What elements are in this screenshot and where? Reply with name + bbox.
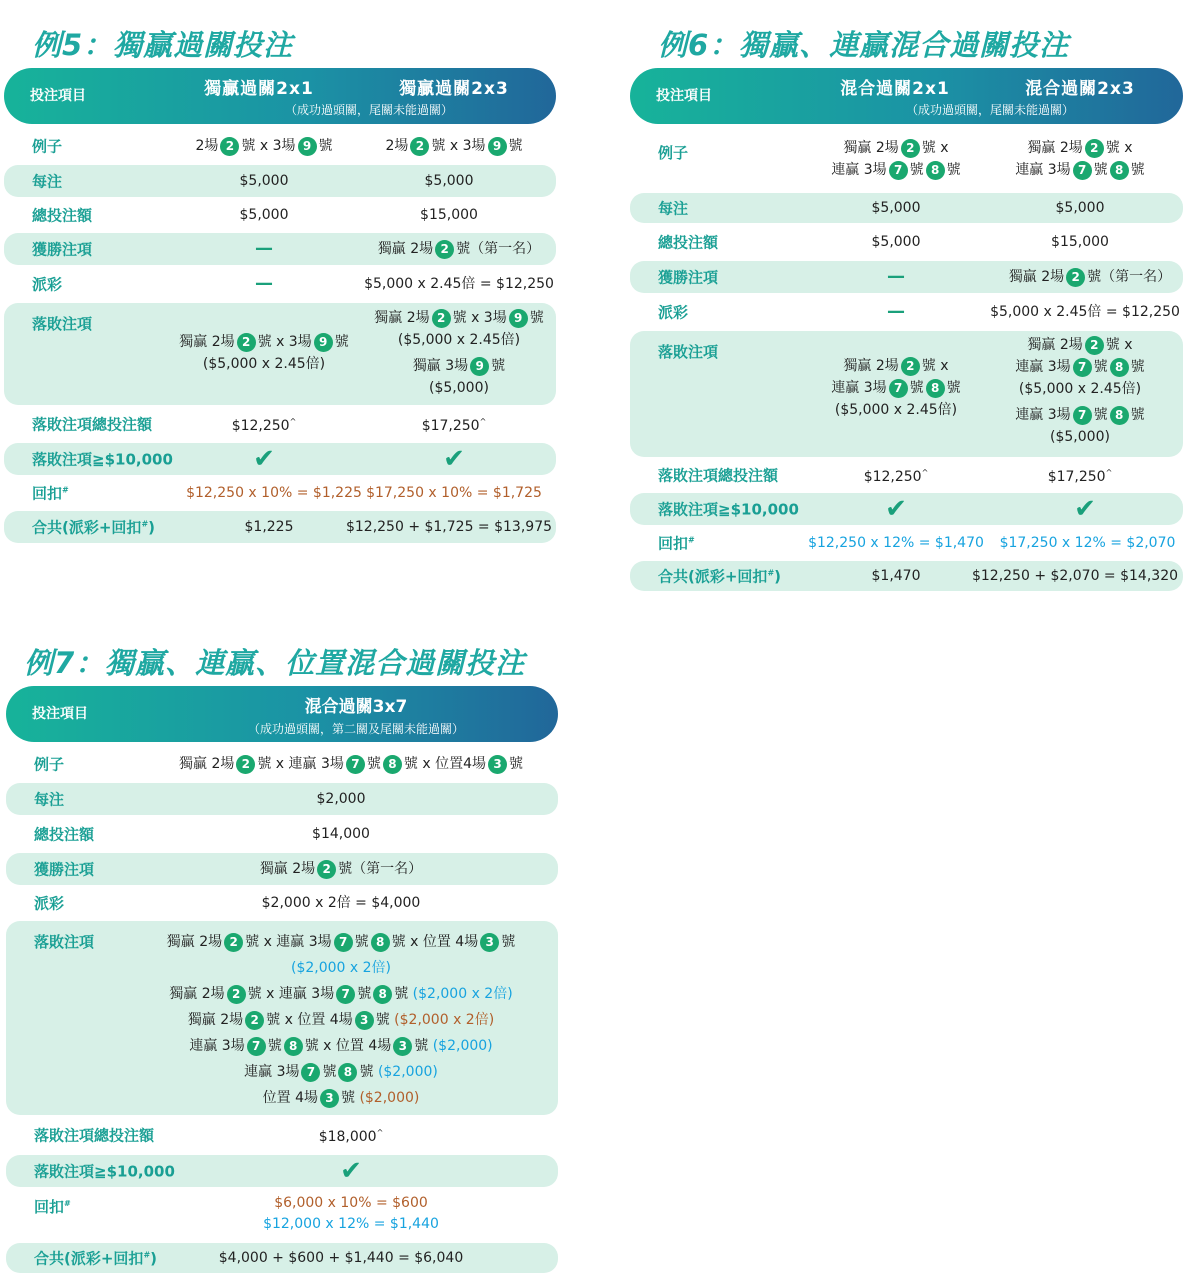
number-circle-icon: 2 bbox=[901, 357, 920, 376]
row-losing bbox=[4, 303, 556, 405]
row-label: 合共(派彩+回扣#) bbox=[32, 518, 155, 537]
example-6-title: 例6：獨贏、連贏混合過關投注 bbox=[658, 28, 1070, 62]
row-losing bbox=[630, 331, 1183, 457]
row-label: 例子 bbox=[658, 144, 689, 162]
per-bet-c1: $5,000 bbox=[239, 173, 289, 189]
header-note: （成功過頭關，尾關未能過關） bbox=[905, 103, 1074, 117]
col1-title: 獨贏過關2x1 bbox=[204, 79, 314, 99]
total-c1: $5,000 bbox=[239, 207, 289, 223]
number-circle-icon: 9 bbox=[314, 333, 333, 352]
number-circle-icon: 8 bbox=[926, 379, 945, 398]
number-circle-icon: 8 bbox=[1110, 406, 1129, 425]
number-circle-icon: 9 bbox=[488, 137, 507, 156]
number-circle-icon: 2 bbox=[236, 755, 255, 774]
row-label: 獲勝注項 bbox=[34, 860, 95, 879]
row-label: 每注 bbox=[32, 172, 63, 191]
row-label: 回扣# bbox=[32, 484, 69, 503]
col2-header bbox=[369, 74, 539, 99]
check-icon: ✔ bbox=[1074, 494, 1096, 524]
row-losing-total: 落敗注項總投注額 $12,250^ $17,250^ bbox=[658, 466, 1113, 485]
row-losing-10k bbox=[6, 1155, 558, 1187]
column-label: 投注項目 bbox=[656, 88, 712, 104]
number-circle-icon: 7 bbox=[301, 1063, 320, 1082]
number-circle-icon: 2 bbox=[245, 1011, 264, 1030]
number-circle-icon: 8 bbox=[284, 1037, 303, 1056]
row-losing-10k bbox=[4, 443, 556, 475]
row-winning bbox=[4, 233, 556, 265]
row-label: 每注 bbox=[658, 199, 689, 218]
row-example bbox=[630, 127, 1183, 193]
losing-lines: 獨贏 2場 2 號 x 連贏 3場 7 號 8 號 x 位置 4場 3 號 ($2,000 x 2倍) 獨贏 2場 2 號 x 連贏 3場 7 號 8 號 ($2,000 x 2倍) 獨贏 2場 2 號 x 位置 4場 3 號 ($2,000 x 2倍) 連贏 3場 7 號 8 號 x 位置 4場 3 號 ($2,000) 連贏 3場 7 號 8 號 ($2,000) 位置 4場 3 號 ($2,000) bbox=[166, 934, 516, 1106]
number-circle-icon: 7 bbox=[1073, 358, 1092, 377]
row-label: 落敗注項總投注額 bbox=[658, 466, 779, 485]
row-label: 落敗注項總投注額 bbox=[32, 415, 153, 434]
number-circle-icon: 2 bbox=[1066, 268, 1085, 287]
total-c2: $15,000 bbox=[420, 207, 478, 223]
number-circle-icon: 3 bbox=[320, 1089, 339, 1108]
column-label: 投注項目 bbox=[30, 88, 86, 104]
row-winning: 獲勝注項 — 獨贏 2場 2 號（第一名） bbox=[630, 261, 1183, 293]
number-circle-icon: 7 bbox=[889, 379, 908, 398]
row-label: 落敗注項總投注額 bbox=[34, 1126, 155, 1145]
example-5-title: 例5：獨贏過關投注 bbox=[32, 28, 294, 62]
row-label: 合共(派彩+回扣#) bbox=[34, 1249, 157, 1268]
number-circle-icon: 3 bbox=[488, 755, 507, 774]
example-7-header bbox=[6, 686, 558, 742]
row-label: 落敗注項≧$10,000 bbox=[658, 500, 799, 519]
row-label: 派彩 bbox=[34, 894, 65, 913]
sum-c1: $1,225 bbox=[244, 519, 294, 535]
losing-total-c1: $12,250^ bbox=[231, 417, 297, 434]
number-circle-icon: 2 bbox=[435, 240, 454, 259]
check-icon: ✔ bbox=[443, 444, 465, 474]
payout-c2: $5,000 x 2.45倍 = $12,250 bbox=[364, 276, 554, 292]
row-label: 落敗注項 bbox=[658, 343, 719, 361]
number-circle-icon: 7 bbox=[336, 985, 355, 1004]
number-circle-icon: 7 bbox=[334, 933, 353, 952]
number-circle-icon: 2 bbox=[410, 137, 429, 156]
example-7-title: 例7：獨贏、連贏、位置混合過關投注 bbox=[24, 646, 526, 680]
row-per-bet: 每注 $2,000 bbox=[6, 783, 558, 815]
row-payout bbox=[4, 265, 556, 303]
row-label: 總投注額 bbox=[658, 233, 719, 252]
row-label: 派彩 bbox=[32, 275, 63, 294]
row-total bbox=[4, 197, 556, 233]
number-circle-icon: 8 bbox=[1110, 161, 1129, 180]
number-circle-icon: 2 bbox=[901, 139, 920, 158]
number-circle-icon: 2 bbox=[220, 137, 239, 156]
example-6-header bbox=[630, 68, 1183, 124]
row-losing-total bbox=[4, 405, 556, 443]
losing-c1: 獨贏 2場 2 號 x 連贏 3場 7 號 8 號 ($5,000 x 2.45倍) bbox=[831, 358, 961, 418]
number-circle-icon: 7 bbox=[1073, 406, 1092, 425]
row-label: 派彩 bbox=[658, 303, 689, 322]
row-label: 回扣# bbox=[658, 534, 695, 553]
row-label: 合共(派彩+回扣#) bbox=[658, 567, 781, 586]
number-circle-icon: 7 bbox=[1073, 161, 1092, 180]
row-rebate bbox=[4, 475, 556, 511]
number-circle-icon: 8 bbox=[371, 933, 390, 952]
row-label: 回扣# bbox=[34, 1198, 71, 1216]
example-5-header bbox=[4, 68, 556, 124]
row-payout: 派彩 — $5,000 x 2.45倍 = $12,250 bbox=[658, 301, 1180, 322]
check-icon: ✔ bbox=[253, 444, 275, 474]
row-label: 落敗注項 bbox=[32, 315, 93, 333]
number-circle-icon: 9 bbox=[470, 357, 489, 376]
number-circle-icon: 2 bbox=[317, 860, 336, 879]
col1-header bbox=[184, 74, 334, 99]
losing-c2: 獨贏 2場 2 號 x 3場 9 號 ($5,000 x 2.45倍) 獨贏 3場 9 號 ($5,000) bbox=[374, 310, 544, 396]
row-winning: 獲勝注項 獨贏 2場 2 號（第一名） bbox=[6, 853, 558, 885]
col1-header: 混合過關2x1 bbox=[840, 79, 950, 99]
number-circle-icon: 7 bbox=[889, 161, 908, 180]
number-circle-icon: 8 bbox=[926, 161, 945, 180]
row-label: 例子 bbox=[34, 755, 65, 774]
row-label: 例子 bbox=[32, 137, 63, 156]
col1-header: 混合過關3x7 （成功過頭關，第二關及尾關未能過關） bbox=[247, 697, 464, 736]
row-example: 例子 獨贏 2場 2 號 x 連贏 3場 7 號 8 號 x 位置4場 3 號 bbox=[34, 755, 523, 774]
per-bet-c2: $5,000 bbox=[424, 173, 474, 189]
row-total: 總投注額 $5,000 $15,000 bbox=[658, 233, 1109, 252]
example-7-table bbox=[6, 745, 558, 1273]
row-rebate: 回扣# $6,000 x 10% = $600 $12,000 x 12% = $1,440 bbox=[34, 1195, 439, 1232]
sum-c2: $12,250 + $1,725 = $13,975 bbox=[345, 519, 553, 535]
number-circle-icon: 8 bbox=[383, 755, 402, 774]
row-losing-10k bbox=[630, 493, 1183, 525]
number-circle-icon: 3 bbox=[393, 1037, 412, 1056]
number-circle-icon: 2 bbox=[237, 333, 256, 352]
row-payout: 派彩 $2,000 x 2倍 = $4,000 bbox=[34, 894, 421, 913]
losing-c1: 獨贏 2場 2 號 x 3場 9 號 ($5,000 x 2.45倍) bbox=[179, 334, 349, 372]
col2-header: 混合過關2x3 bbox=[1025, 79, 1135, 99]
row-example bbox=[4, 127, 556, 165]
row-sum: 合共(派彩+回扣#) $4,000 + $600 + $1,440 = $6,040 bbox=[6, 1243, 558, 1273]
number-circle-icon: 8 bbox=[338, 1063, 357, 1082]
row-label: 落敗注項≧$10,000 bbox=[32, 450, 173, 469]
example-5-panel bbox=[4, 24, 556, 543]
number-circle-icon: 7 bbox=[247, 1037, 266, 1056]
row-per-bet bbox=[4, 165, 556, 197]
example-c1: 獨贏 2場 2 號 x 連贏 3場 7 號 8 號 bbox=[831, 140, 961, 178]
winning-c1: — bbox=[255, 238, 273, 259]
example-6-panel bbox=[630, 24, 1183, 591]
row-per-bet: 每注 $5,000 $5,000 bbox=[630, 193, 1183, 223]
example-5-table bbox=[4, 127, 556, 543]
payout-c1: — bbox=[255, 273, 273, 294]
example-c1: 2場 2 號 x 3場 9 號 bbox=[195, 138, 333, 154]
example-6-table bbox=[630, 127, 1183, 591]
winning-c2: 獨贏 2場 2 號（第一名） bbox=[377, 241, 541, 257]
number-circle-icon: 8 bbox=[373, 985, 392, 1004]
example-7-panel bbox=[6, 642, 558, 1273]
number-circle-icon: 2 bbox=[1085, 336, 1104, 355]
row-label: 落敗注項 bbox=[34, 933, 95, 951]
row-losing-total: 落敗注項總投注額 $18,000^ bbox=[34, 1126, 384, 1145]
number-circle-icon: 8 bbox=[1110, 358, 1129, 377]
number-circle-icon: 3 bbox=[355, 1011, 374, 1030]
number-circle-icon: 3 bbox=[480, 933, 499, 952]
example-c2: 獨贏 2場 2 號 x 連贏 3場 7 號 8 號 bbox=[1015, 140, 1145, 178]
check-icon: ✔ bbox=[885, 494, 907, 524]
losing-c2: 獨贏 2場 2 號 x 連贏 3場 7 號 8 號 ($5,000 x 2.45倍) 連贏 3場 7 號 8 號 ($5,000) bbox=[1015, 337, 1145, 445]
row-label: 總投注額 bbox=[34, 825, 95, 844]
column-label: 投注項目 bbox=[32, 706, 88, 722]
row-losing bbox=[6, 921, 558, 1115]
row-sum bbox=[4, 511, 556, 543]
row-label: 獲勝注項 bbox=[658, 268, 719, 287]
row-rebate: 回扣# $12,250 x 12% = $1,470 $17,250 x 12% = $2,070 bbox=[658, 534, 1176, 553]
number-circle-icon: 2 bbox=[1085, 139, 1104, 158]
col2-title: 獨贏過關2x3 bbox=[399, 79, 509, 99]
number-circle-icon: 2 bbox=[227, 985, 246, 1004]
number-circle-icon: 2 bbox=[224, 933, 243, 952]
row-total: 總投注額 $14,000 bbox=[34, 825, 370, 844]
row-label: 落敗注項≧$10,000 bbox=[34, 1162, 175, 1181]
number-circle-icon: 2 bbox=[432, 309, 451, 328]
rebate-c1: $12,250 x 10% = $1,225 bbox=[186, 485, 362, 501]
row-label: 獲勝注項 bbox=[32, 240, 93, 259]
example-c2: 2場 2 號 x 3場 9 號 bbox=[385, 138, 523, 154]
row-label: 總投注額 bbox=[32, 206, 93, 225]
number-circle-icon: 9 bbox=[509, 309, 528, 328]
rebate-c2: $17,250 x 10% = $1,725 bbox=[366, 485, 542, 501]
check-icon: ✔ bbox=[340, 1156, 362, 1186]
row-label: 每注 bbox=[34, 790, 65, 809]
number-circle-icon: 7 bbox=[346, 755, 365, 774]
number-circle-icon: 9 bbox=[298, 137, 317, 156]
header-note: （成功過頭關，尾關未能過關） bbox=[284, 103, 453, 117]
row-sum: 合共(派彩+回扣#) $1,470 $12,250 + $2,070 = $14,320 bbox=[630, 561, 1183, 591]
losing-total-c2: $17,250^ bbox=[421, 417, 487, 434]
